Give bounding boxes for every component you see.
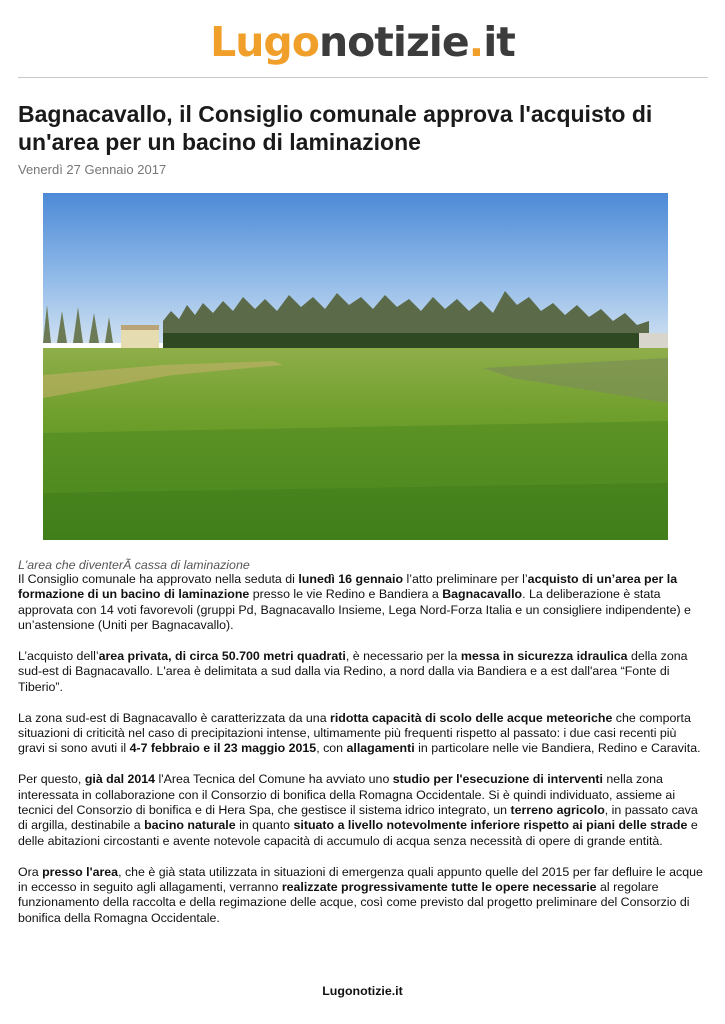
p5-bold-2: realizzate progressivamente tutte le opere necessarie [281, 880, 597, 895]
footer-site-name: Lugonotizie.it [322, 984, 403, 998]
paragraph-5 [18, 865, 706, 927]
p4-text-4: , in passato cava di argilla, destinabile a [18, 803, 698, 833]
article-photo [43, 193, 668, 540]
p2-text-2: , è necessario per la [345, 649, 461, 664]
photo-caption: L'area che diventerÃ cassa di laminazione [18, 558, 250, 572]
p3-text-1: La zona sud-est di Bagnacavallo è caratterizzata da una [18, 710, 331, 725]
logo-dot: . [468, 18, 484, 66]
p3-text-3: , con [316, 741, 347, 756]
p3-text-2: che comporta situazioni di criticità nel caso di precipitazioni intense, ultimamente più frequenti rispetto al passato: i due casi recenti più gravi si sono avuti il [18, 710, 691, 756]
paragraph-4 [18, 772, 706, 849]
p3-bold-3: allagamenti [346, 741, 415, 756]
p3-text-4: in particolare nelle vie Bandiera, Redino e Caravita. [414, 741, 701, 756]
p1-bold-2: acquisto di un’area per la formazione di un bacino di laminazione [18, 572, 678, 602]
article-body [18, 572, 706, 942]
p4-text-1: Per questo, [18, 772, 85, 787]
p4-bold-1: già dal 2014 [84, 772, 156, 787]
p4-text-6: e delle abitazioni circostanti e avente notevole capacità di accumulo di acqua senza necessità di opere di grande entità. [18, 818, 698, 848]
p2-bold-1: area privata, di circa 50.700 metri quadrati [98, 649, 346, 664]
logo-lugo: Lugo [210, 18, 319, 66]
article-title: Bagnacavallo, il Consiglio comunale approva l'acquisto di un'area per un bacino di laminazione [18, 101, 653, 155]
p1-text-2: l’atto preliminare per l’ [403, 572, 528, 586]
p5-text-1: Ora [18, 864, 43, 879]
p2-bold-2: messa in sicurezza idraulica [460, 649, 628, 664]
paragraph-1 [18, 572, 706, 634]
p5-text-2: , che è già stata utilizzata in situazioni di emergenza quali appunto quelle del 2015 per far defluire le acque in eccesso in seguito agli allagamenti, verranno [18, 864, 703, 895]
p4-bold-5: situato a livello notevolmente inferiore rispetto ai piani delle strade [293, 818, 688, 833]
p4-text-2: l'Area Tecnica del Comune ha avviato uno [155, 772, 393, 787]
article-date: Venerdì 27 Gennaio 2017 [18, 162, 167, 177]
p4-text-3: nella zona interessata in collaborazione con il Consorzio di bonifica della Romagna Occidentale. Si è quindi individuato, assieme ai tecnici del Consorzio di bonifica e di Hera Spa, che gestisce il sistema idrico integrato, un [18, 772, 676, 818]
site-logo[interactable] [0, 14, 725, 70]
paragraph-2 [18, 649, 706, 695]
p4-bold-4: bacino naturale [144, 818, 236, 833]
p4-bold-3: terreno agricolo [510, 803, 605, 818]
p3-bold-1: ridotta capacità di scolo delle acque meteoriche [330, 710, 613, 725]
header-divider [18, 77, 708, 78]
p5-text-3: al regolare funzionamento della raccolta e della regimazione delle acque, così come previsto dal progetto preliminare del Consorzio di bonifica della Romagna Occidentale. [18, 880, 690, 925]
p2-text-1: L’acquisto dell’ [18, 649, 99, 664]
logo-notizie: notizie [318, 18, 469, 66]
logo-tld: it [483, 18, 515, 66]
p1-text-1: Il Consiglio comunale ha approvato nella seduta di [18, 572, 299, 586]
p1-text-3: presso le vie Redino e Bandiera a [249, 587, 443, 602]
p4-text-5: in quanto [235, 818, 294, 833]
photo-house-left [121, 329, 159, 349]
paragraph-3 [18, 711, 706, 757]
p2-text-3: della zona sud-est di Bagnacavallo. L'area è delimitata a sud dalla via Redino, a nord dalla via Bandiera e a est dall'area “Fonte di Tiberio”. [18, 649, 688, 694]
p4-bold-2: studio per l'esecuzione di interventi [392, 772, 603, 787]
p1-text-4: . La deliberazione è stata approvata con 14 voti favorevoli (gruppi Pd, Bagnacavallo Insieme, Lega Nord-Forza Italia e un consigliere indipendente) e un’astensione (Uniti per Bagnacavallo). [18, 587, 691, 633]
p5-bold-1: presso l'area [42, 864, 119, 879]
p3-bold-2: 4-7 febbraio e il 23 maggio 2015 [129, 741, 317, 756]
p1-bold-3: Bagnacavallo [442, 587, 523, 602]
p1-bold-1: lunedì 16 gennaio [298, 572, 404, 586]
